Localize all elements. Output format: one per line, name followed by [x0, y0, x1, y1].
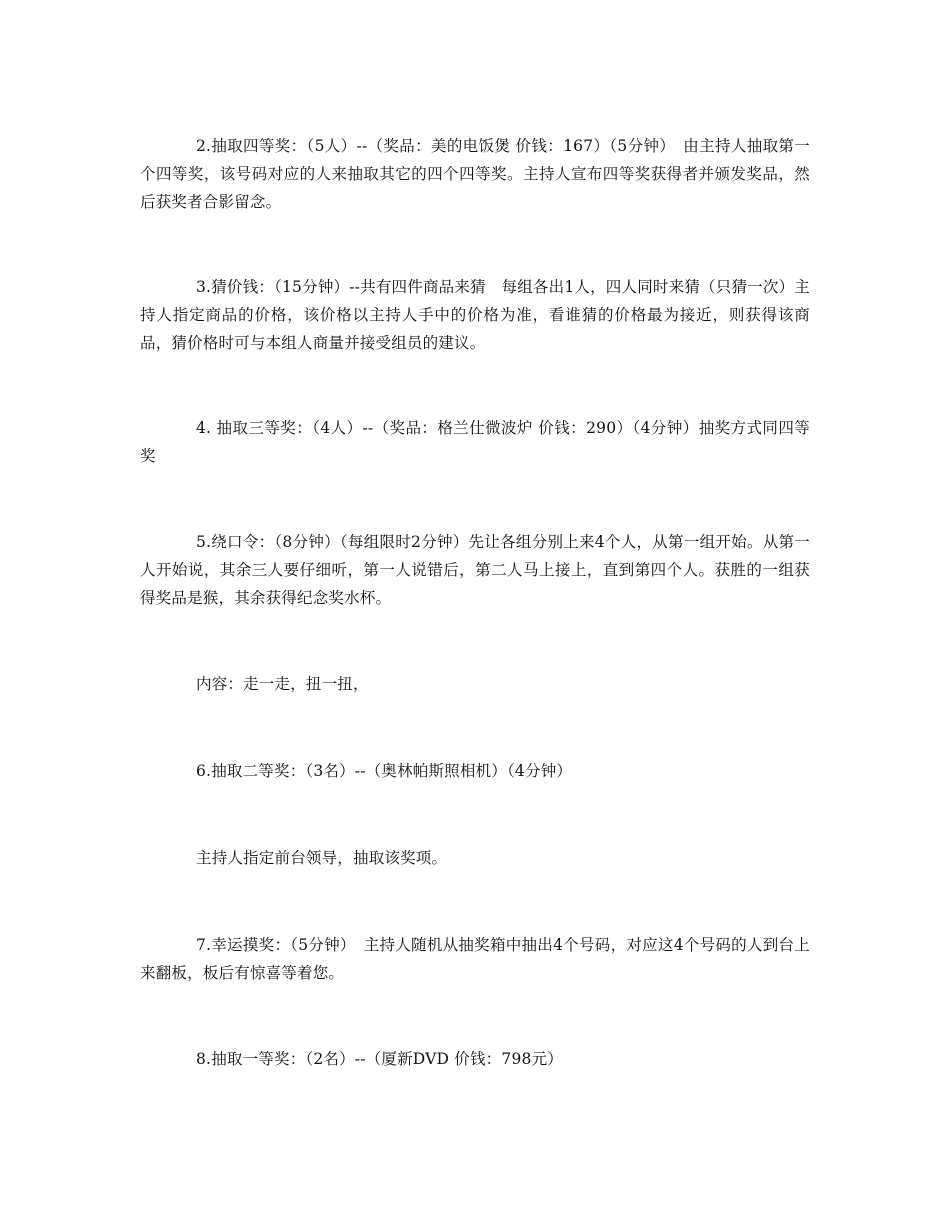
paragraph-fourth-prize: 2.抽取四等奖：（5人）--（奖品：美的电饭煲 价钱：167）（5分钟） 由主持人抽取第一个四等奖，该号码对应的人来抽取其它的四个四等奖。主持人宣布四等奖获得者并颁发奖品，然后获奖者合影留念。	[140, 137, 810, 211]
paragraph-first-prize: 8.抽取一等奖：（2名）--（厦新DVD 价钱：798元）	[196, 1050, 563, 1068]
paragraph-content: 内容：走一走，扭一扭，	[196, 675, 369, 693]
paragraph-second-prize: 6.抽取二等奖：（3名）--（奥林帕斯照相机）（4分钟）	[196, 762, 573, 780]
paragraph-host-instruction: 主持人指定前台领导，抽取该奖项。	[196, 849, 448, 867]
paragraph-third-prize: 4. 抽取三等奖：（4人）--（奖品：格兰仕微波炉 价钱：290）（4分钟）抽奖方式同四等奖	[140, 419, 810, 465]
paragraph-lucky-draw: 7.幸运摸奖：（5分钟） 主持人随机从抽奖箱中抽出4个号码，对应这4个号码的人到台上来翻板，板后有惊喜等着您。	[140, 936, 810, 982]
paragraph-tongue-twister: 5.绕口令：（8分钟）（每组限时2分钟）先让各组分别上来4个人，从第一组开始。从第一人开始说，其余三人要仔细听，第一人说错后，第二人马上接上，直到第四个人。获胜的一组获得奖品是猴，其余获得纪念奖水杯。	[140, 533, 810, 607]
paragraph-guess-price: 3.猜价钱：（15分钟）--共有四件商品来猜 每组各出1人，四人同时来猜（只猜一次）主持人指定商品的价格，该价格以主持人手中的价格为准，看谁猜的价格最为接近，则获得该商品，猜价格时可与本组人商量并接受组员的建议。	[140, 278, 810, 352]
